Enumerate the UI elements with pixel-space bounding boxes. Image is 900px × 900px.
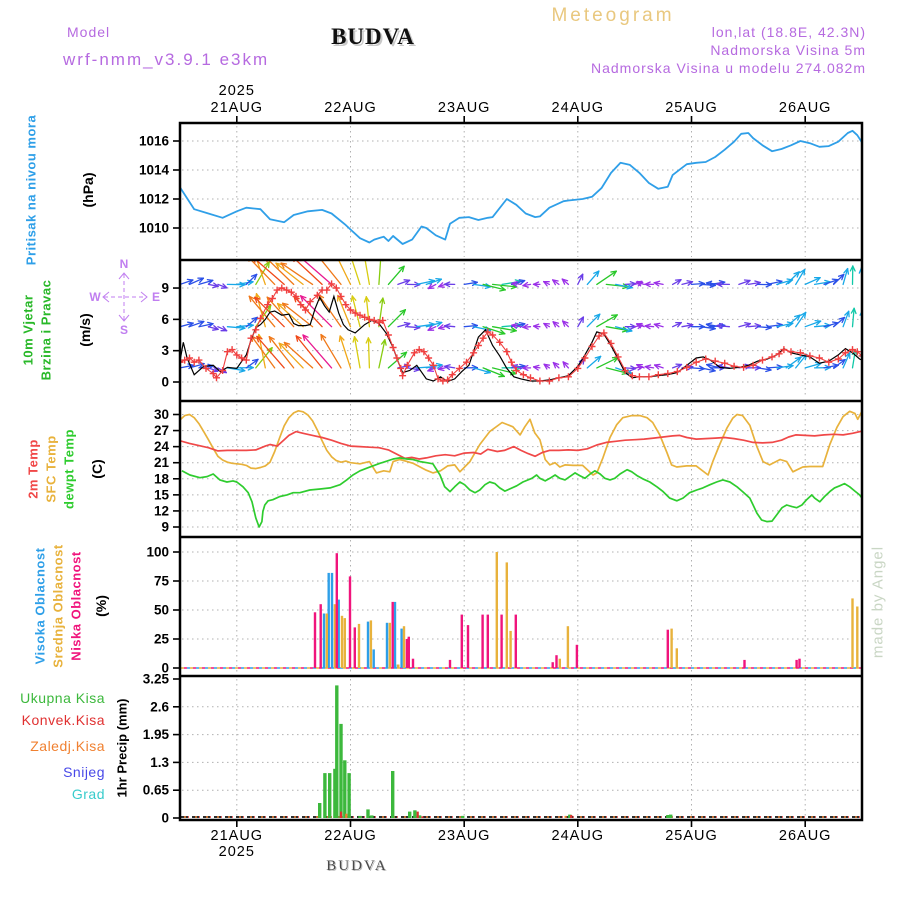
precip-legend-snow: Snijeg	[63, 764, 105, 780]
svg-text:0: 0	[161, 374, 169, 390]
svg-text:0.65: 0.65	[142, 782, 169, 798]
day-labels	[211, 83, 832, 860]
svg-text:75: 75	[153, 573, 169, 589]
model-name: wrf-nmm_v3.9.1 e3km	[63, 50, 270, 69]
cloud-low-label: Niska Oblacnost	[68, 551, 84, 661]
pressure-unit-label: (hPa)	[80, 172, 96, 208]
axis-tick-labels	[139, 134, 170, 826]
svg-text:9: 9	[161, 519, 169, 535]
svg-text:25: 25	[153, 631, 169, 647]
svg-text:6: 6	[161, 311, 169, 327]
svg-text:22AUG: 22AUG	[324, 100, 377, 116]
footer-station: BUDVA	[326, 858, 388, 874]
svg-text:12: 12	[153, 503, 169, 519]
svg-text:1014: 1014	[138, 162, 169, 178]
svg-text:N: N	[119, 257, 129, 271]
svg-text:9: 9	[161, 280, 169, 296]
model-label: Model	[67, 24, 111, 40]
svg-text:3: 3	[161, 343, 169, 359]
svg-text:E: E	[151, 290, 161, 304]
svg-text:0: 0	[161, 660, 169, 676]
svg-text:26AUG: 26AUG	[778, 100, 832, 116]
svg-text:2.6: 2.6	[150, 699, 169, 715]
svg-text:0: 0	[161, 810, 169, 826]
temp-unit-label: (C)	[89, 459, 105, 479]
wind-compass-icon	[89, 257, 160, 337]
precip-legend-hail: Grad	[71, 786, 105, 802]
svg-text:2025: 2025	[218, 83, 255, 99]
svg-text:100: 100	[146, 544, 169, 560]
precip-legend-convective: Konvek.Kisa	[21, 712, 105, 728]
svg-text:3.25: 3.25	[142, 671, 169, 687]
svg-text:1016: 1016	[138, 133, 169, 149]
svg-text:21: 21	[153, 455, 169, 471]
svg-text:25AUG: 25AUG	[665, 828, 718, 844]
svg-text:22AUG: 22AUG	[324, 828, 377, 844]
svg-text:26AUG: 26AUG	[778, 828, 832, 844]
svg-text:1012: 1012	[138, 191, 169, 207]
precip-bars-total	[318, 685, 672, 818]
wind-unit-label: (m/s)	[77, 313, 93, 347]
svg-text:24AUG: 24AUG	[551, 828, 605, 844]
station-title: BUDVA	[331, 24, 415, 49]
svg-text:1.3: 1.3	[150, 754, 169, 770]
svg-text:18: 18	[153, 471, 169, 487]
wind-axis-label-2: Brzina i Pravac	[38, 279, 54, 381]
precip-legend-total: Ukupna Kisa	[20, 690, 105, 706]
pressure-series-line	[180, 131, 862, 244]
cloud-mid-label: Srednja Oblacnost	[50, 544, 66, 668]
lonlat-info: lon,lat (18.8E, 42.3N)	[711, 24, 866, 40]
svg-text:30: 30	[153, 407, 169, 422]
wind-axis-label-1: 10m Vjetar	[20, 294, 36, 366]
temp-dew-label: dewpt Temp	[61, 429, 77, 509]
svg-text:23AUG: 23AUG	[437, 828, 491, 844]
svg-text:1.95: 1.95	[142, 727, 169, 743]
svg-text:27: 27	[153, 423, 169, 439]
precip-unit-label: 1hr Precip (mm)	[114, 698, 130, 798]
watermark: made by Angel	[869, 545, 887, 659]
svg-text:15: 15	[153, 487, 169, 503]
axis-ticks	[173, 116, 805, 827]
svg-text:23AUG: 23AUG	[437, 100, 491, 116]
svg-text:W: W	[89, 290, 101, 304]
svg-text:2025: 2025	[218, 844, 255, 860]
svg-text:24: 24	[153, 439, 169, 455]
svg-text:24AUG: 24AUG	[551, 100, 605, 116]
svg-text:50: 50	[153, 602, 169, 618]
cloud-high-label: Visoka Oblacnost	[32, 547, 48, 665]
cloud-unit-label: (%)	[93, 595, 109, 617]
precip-legend-largescale: Zaledj.Kisa	[30, 738, 105, 754]
pressure-axis-label: Pritisak na nivou mora	[23, 114, 39, 266]
model-elevation-info: Nadmorska Visina u modelu 274.082m	[591, 60, 866, 76]
temp-sfc-label: SFC Temp	[43, 435, 59, 503]
page-title: Meteogram	[551, 5, 675, 26]
svg-text:21AUG: 21AUG	[210, 828, 264, 844]
svg-text:25AUG: 25AUG	[665, 100, 718, 116]
gridlines	[182, 126, 860, 817]
temp-2m-label: 2m Temp	[25, 439, 41, 499]
svg-text:1010: 1010	[138, 220, 169, 236]
svg-text:S: S	[119, 323, 129, 337]
svg-text:21AUG: 21AUG	[210, 100, 264, 116]
elevation-info: Nadmorska Visina 5m	[710, 42, 866, 58]
temp-dewpoint-line	[182, 458, 862, 527]
